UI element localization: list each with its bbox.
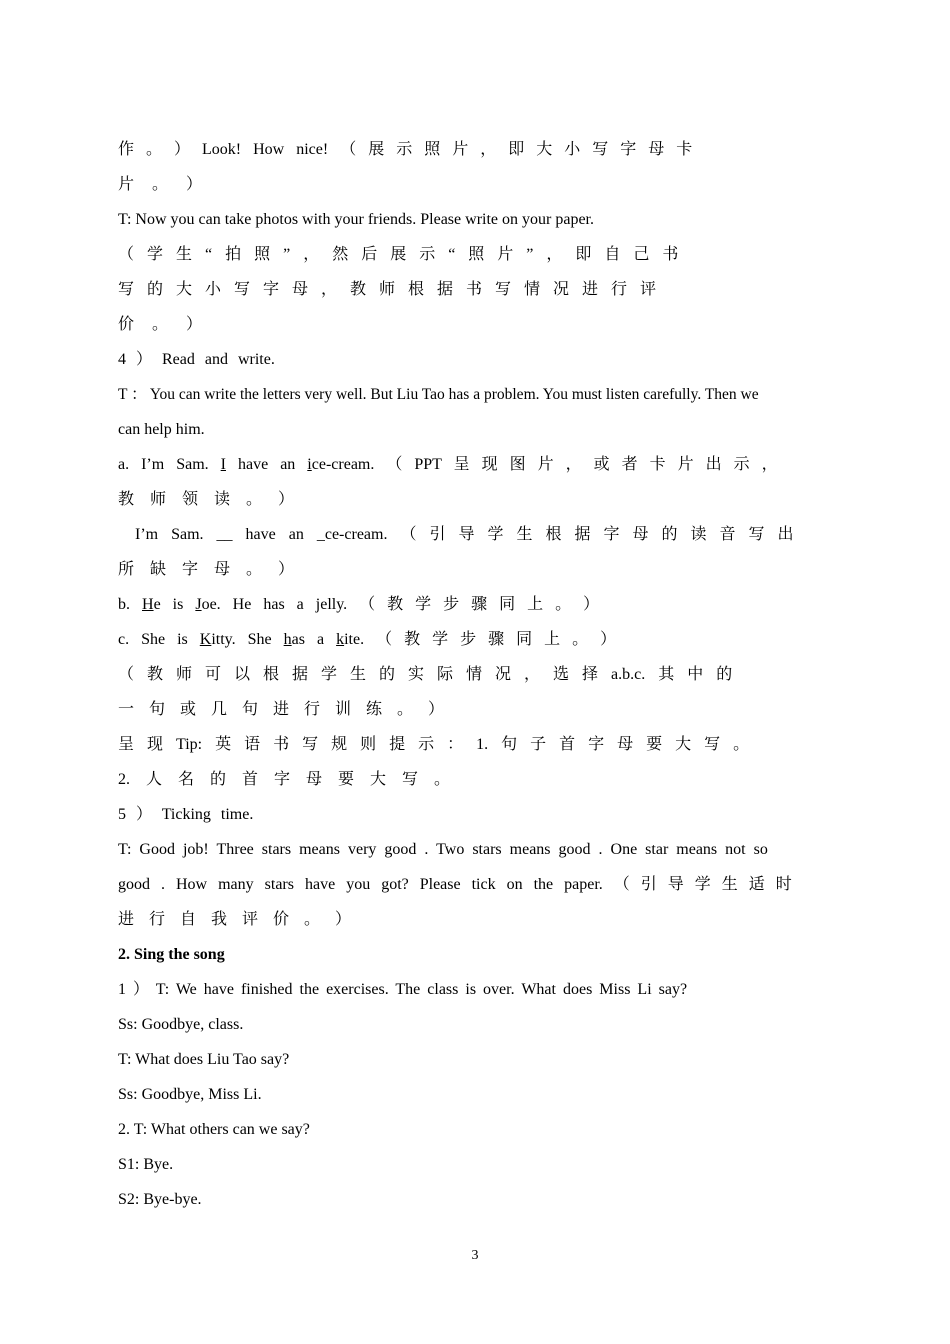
text-segment: elly. （ 教 学 步 骤 同 上 。 ） (320, 596, 600, 613)
text-line: can help him. (118, 421, 205, 438)
text-segment: have an (225, 456, 308, 473)
text-segment: b. (118, 596, 142, 613)
underlined-letter: K (199, 631, 212, 648)
page-number: 3 (471, 1248, 479, 1263)
text-line: 作 。 ） Look! How nice! （ 展 示 照 片 ， 即 大 小 写 字 母 卡 (118, 141, 693, 158)
text-line: 呈 现 Tip: 英 语 书 写 规 则 提 示 ： 1. 句 子 首 字 母 要 大 写 。 (118, 736, 750, 753)
text-line (118, 455, 834, 475)
text-line: T: Good job! Three stars means very good . Two stars means good . One star means not so (118, 841, 768, 858)
text-line: 1 ） T: We have finished the exercises. The class is over. What does Miss Li say? (118, 981, 688, 998)
text-line: 写 的 大 小 写 字 母 ， 教 师 根 据 书 写 情 况 进 行 评 (118, 281, 657, 298)
text-line: T: What does Liu Tao say? (118, 1051, 290, 1068)
section-heading: 2. Sing the song (118, 946, 225, 963)
underlined-letter: I (220, 456, 226, 473)
text-line: S1: Bye. (118, 1156, 174, 1173)
text-line: （ 学 生 “ 拍 照 ” ， 然 后 展 示 “ 照 片 ” ， 即 自 己 书 (118, 246, 679, 263)
text-line: （ 教 师 可 以 根 据 学 生 的 实 际 情 况 ， 选 择 a.b.c. 其 中 的 (118, 666, 733, 683)
text-line: 2. T: What others can we say? (118, 1121, 310, 1138)
text-line: T: Now you can take photos with your friends. Please write on your paper. (118, 211, 594, 228)
text-line: Ss: Goodbye, Miss Li. (118, 1086, 262, 1103)
text-segment: a. I’m Sam. (118, 456, 221, 473)
text-line: Ss: Goodbye, class. (118, 1016, 244, 1033)
text-line: T ： You can write the letters very well. But Liu Tao has a problem. You must listen carefully. Then we (118, 386, 759, 403)
underlined-letter: h (283, 631, 292, 648)
text-line (118, 595, 834, 615)
text-segment: ce-cream. （ PPT 呈 现 图 片 ， 或 者 卡 片 出 示 ， (311, 456, 778, 473)
text-line: 2. 人 名 的 首 字 母 要 大 写 。 (118, 771, 451, 788)
text-line: good . How many stars have you got? Please tick on the paper. （ 引 导 学 生 适 时 (118, 876, 792, 893)
text-line: 5 ） Ticking time. (118, 806, 254, 823)
underlined-letter: j (315, 596, 321, 613)
text-segment: oe. He has a (201, 596, 316, 613)
underlined-letter: J (195, 596, 202, 613)
underlined-letter: i (307, 456, 312, 473)
text-line: S2: Bye-bye. (118, 1191, 202, 1208)
text-line: 4 ） Read and write. (118, 351, 275, 368)
text-line: 一 句 或 几 句 进 行 训 练 。 ） (118, 701, 445, 718)
text-segment: as a (291, 631, 337, 648)
text-segment: e is (153, 596, 196, 613)
text-line: 进 行 自 我 评 价 。 ） (118, 911, 352, 928)
text-line: 所 缺 字 母 。 ） (118, 561, 295, 578)
text-segment: ite. （ 教 学 步 骤 同 上 。 ） (344, 631, 617, 648)
text-line: 教 师 领 读 。 ） (118, 491, 295, 508)
underlined-letter: H (142, 596, 154, 613)
underlined-letter: k (336, 631, 345, 648)
text-segment: itty. She (211, 631, 284, 648)
text-line: I’m Sam. __ have an _ce-cream. （ 引 导 学 生 根 据 字 母 的 读 音 写 出 (135, 526, 794, 543)
text-line: 价 。 ） (118, 316, 203, 333)
text-line: 片 。 ） (118, 176, 203, 193)
text-segment: c. She is (118, 631, 200, 648)
text-line (118, 630, 834, 650)
